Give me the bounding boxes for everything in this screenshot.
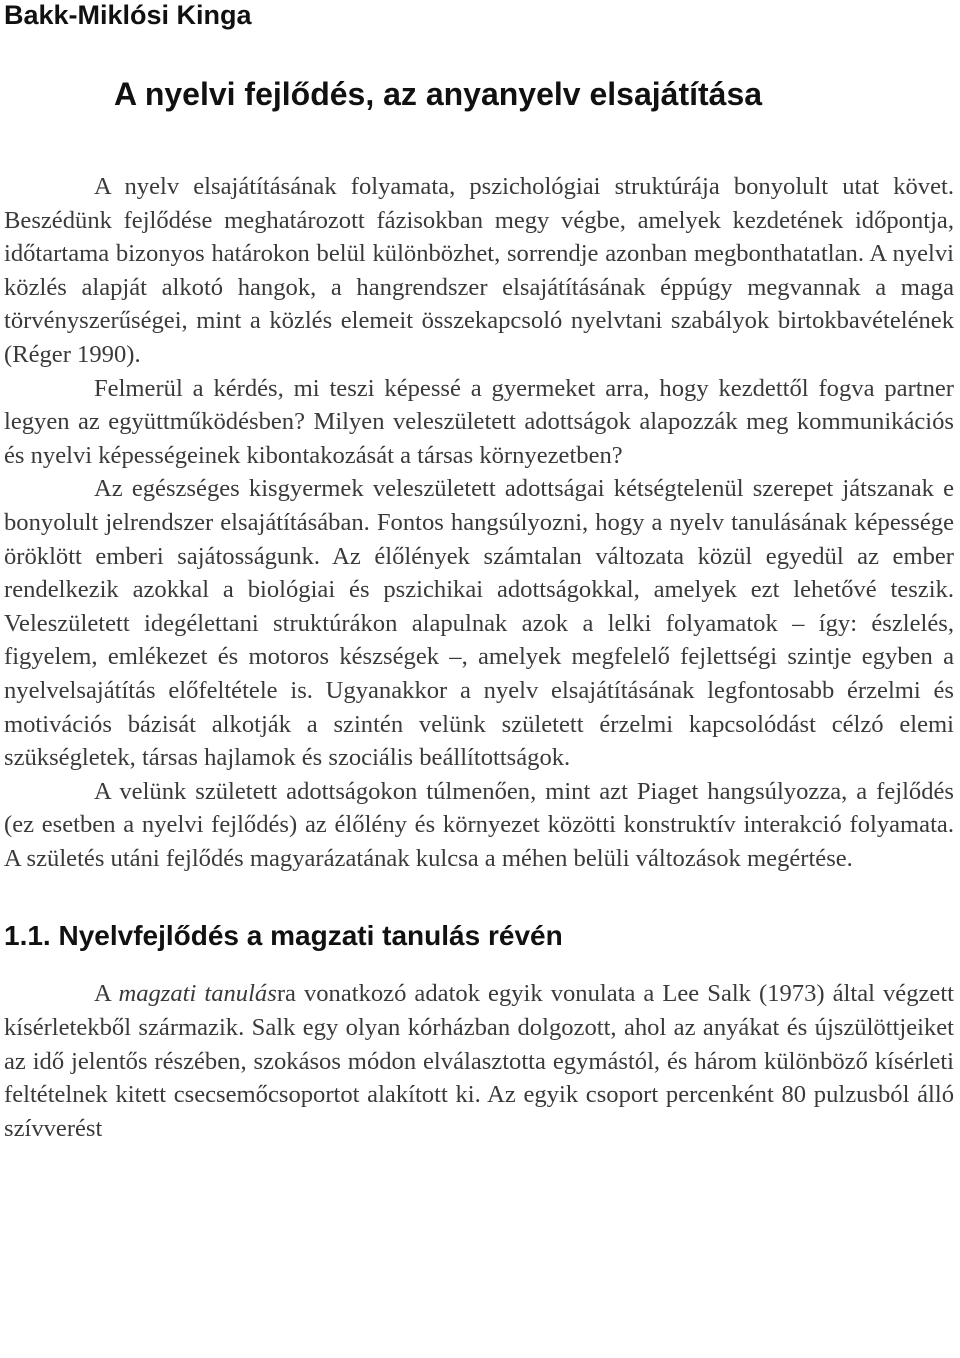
body-paragraph-1: A nyelv elsajátításának folyamata, pszichológiai struktúrája bonyolult utat követ. Beszédünk fejlődése meghatározott fázisokban megy végbe, amelyek kezdetének időpontja, időtartama bizonyos határokon belül különbözhet, sorrendje azonban megbonthatatlan. A nyelvi közlés alapját alkotó hangok, a hangrendszer elsajátításának éppúgy megvannak a maga törvényszerűségei, mint a közlés elemeit összekapcsoló nyelvtani szabályok birtokbavételének (Réger 1990). <box>4 173 954 368</box>
page-title: A nyelvi fejlődés, az anyanyelv elsajátítása <box>114 76 763 112</box>
body-paragraph-4: A velünk született adottságokon túlmenően, mint azt Piaget hangsúlyozza, a fejlődés (ez esetben a nyelvi fejlődés) az élőlény és környezet közötti konstruktív interakció folyamata. A születés utáni fejlődés magyarázatának kulcsa a méhen belüli változások megértése. <box>4 777 954 872</box>
section-paragraph <box>4 977 954 1145</box>
body-paragraph-3: Az egészséges kisgyermek veleszületett adottságai kétségtelenül szerepet játszanak e bonyolult jelrendszer elsajátításában. Fontos hangsúlyozni, hogy a nyelv tanulásának képessége öröklött emberi sajátosságunk. Az élőlények számtalan változata közül egyedül az ember rendelkezik azokkal a biológiai és pszichikai adottságokkal, amelyek ezt lehetővé teszik. Veleszületett idegélettani struktúrákon alapulnak azok a lelki folyamatok – így: észlelés, figyelem, emlékezet és motoros készségek –, amelyek megfelelő fejlettségi szintje egyben a nyelvelsajátítás előfeltétele is. Ugyanakkor a nyelv elsajátításának legfontosabb érzelmi és motivációs bázisát alkotják a szintén velünk született érzelmi kapcsolódást célzó elemi szükségletek, társas hajlamok és szociális beállítottságok. <box>4 475 954 772</box>
body-paragraph-2: Felmerül a kérdés, mi teszi képessé a gyermeket arra, hogy kezdettől fogva partner legyen az együttműködésben? Milyen veleszületett adottságok alapozzák meg kommunikációs és nyelvi képességeinek kibontakozását a társas környezetben? <box>4 374 954 469</box>
document-body <box>4 170 954 1145</box>
section-paragraph-italic: magzati tanulás <box>118 980 277 1008</box>
section-paragraph-prefix: A <box>94 980 119 1008</box>
author-name: Bakk-Miklósi Kinga <box>4 0 252 30</box>
section-paragraph-rest: ra vonatkozó adatok egyik vonulata a Lee Salk (1973) által végzett kísérletekből származik. Salk egy olyan kórházban dolgozott, ahol az anyákat és újszülöttjeiket az idő jelentős részében, szokásos módon elválasztotta egymástól, és három különböző kísérleti feltételnek kitett csecsemőcsoportot alakított ki. Az egyik csoport percenként 80 pulzusból álló szívverést <box>4 980 954 1142</box>
section-heading: 1.1. Nyelvfejlődés a magzati tanulás révén <box>4 920 563 952</box>
